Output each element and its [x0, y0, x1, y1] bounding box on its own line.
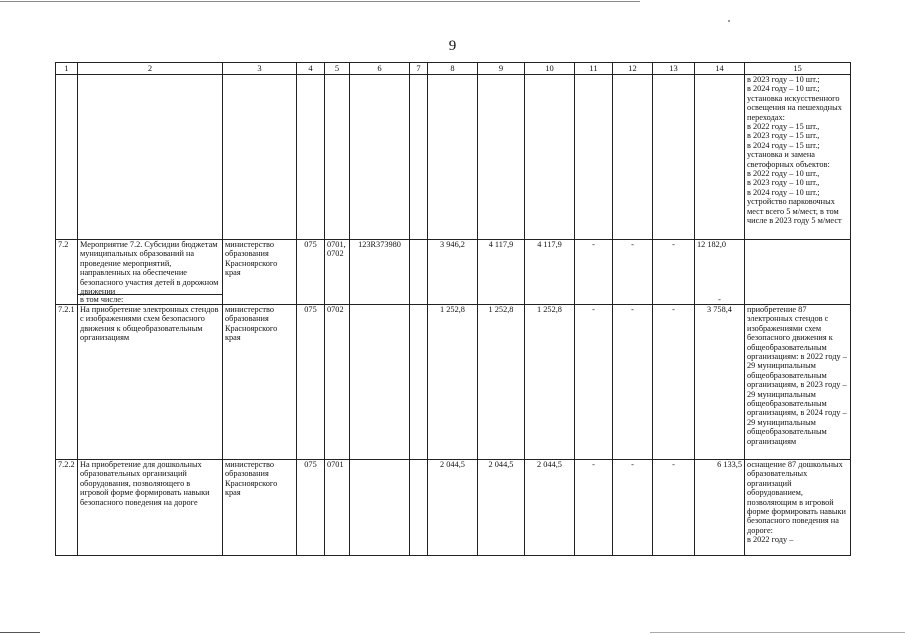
- row-name: На приобретение для дошкольных образовательных организаций оборудования, позволяющего в игровой форме формировать навыки безопасного поведения на дороге: [78, 460, 223, 556]
- row-y2024: 4 117,9: [525, 240, 575, 305]
- row-csr: [350, 460, 410, 556]
- col-header: 3: [223, 63, 297, 75]
- column-number-row: [56, 63, 851, 75]
- program-table: [55, 62, 851, 556]
- col-header: 7: [410, 63, 428, 75]
- table-row-continuation: [56, 75, 851, 240]
- col-header: 13: [653, 63, 695, 75]
- row-name: [78, 240, 223, 305]
- row-rzpr: 0701, 0702: [325, 240, 350, 305]
- row-c11: -: [575, 305, 613, 460]
- col-header: 1: [56, 63, 78, 75]
- row-results: оснащение 87 дошкольных образовательных организаций оборудованием, позволяющим в игровой форме формировать навыки безопасного поведения на дороге: в 2022 году –: [745, 460, 851, 556]
- row-csr: [350, 305, 410, 460]
- col-header: 2: [78, 63, 223, 75]
- row-rzpr: 0702: [325, 305, 350, 460]
- row-c13: -: [653, 240, 695, 305]
- col-header: 9: [478, 63, 525, 75]
- row-y2024: 2 044,5: [525, 460, 575, 556]
- row-name: На приобретение электронных стендов с изображениями схем безопасного движения к общеобразовательным организациям: [78, 305, 223, 460]
- row-c13: -: [653, 305, 695, 460]
- row-num: 7.2.1: [56, 305, 78, 460]
- col-header: 4: [297, 63, 325, 75]
- row-y2022: 2 044,5: [428, 460, 478, 556]
- row-c11: -: [575, 240, 613, 305]
- row-y2023: 1 252,8: [478, 305, 525, 460]
- row-executor: министерство образования Красноярского края: [223, 460, 297, 556]
- row-grbs: 075: [297, 460, 325, 556]
- col-header: 11: [575, 63, 613, 75]
- col-header: 5: [325, 63, 350, 75]
- row-rzpr: 0701: [325, 460, 350, 556]
- row-grbs: 075: [297, 240, 325, 305]
- row-executor: министерство образования Красноярского края: [223, 305, 297, 460]
- table-row: [56, 305, 851, 460]
- row-c12: -: [613, 240, 653, 305]
- row-total: 6 133,5: [695, 460, 745, 556]
- col-header: 6: [350, 63, 410, 75]
- row-results: приобретение 87 электронных стендов с изображениями схем безопасного движения к общеобразовательным организациям: в 2022 году – 29 муниципальным общеобразовательным организациям, в 2023 году – 29 муниципальным общеобразовательным организациям, в 2024 году – 29 муниципальным общеобразовательным организациям: [745, 305, 851, 460]
- row-y2024: 1 252,8: [525, 305, 575, 460]
- scan-artifact-top: [0, 1, 640, 2]
- page-number: 9: [448, 38, 457, 54]
- row-executor: министерство образования Красноярского края: [223, 240, 297, 305]
- row-num: 7.2.2: [56, 460, 78, 556]
- row-y2022: 3 946,2: [428, 240, 478, 305]
- row-y2022: 1 252,8: [428, 305, 478, 460]
- row-total-value: 12 182,0: [697, 240, 727, 249]
- col-header: 8: [428, 63, 478, 75]
- table-row: [56, 460, 851, 556]
- row-csr: 123R373980: [350, 240, 410, 305]
- row-y2023: 4 117,9: [478, 240, 525, 305]
- col-header: 10: [525, 63, 575, 75]
- scan-artifact-right-bottom: [650, 632, 905, 633]
- row-vr: [410, 460, 428, 556]
- row-name-text: Мероприятие 7.2. Субсидии бюджетам муниципальных образований на проведение мероприятий, направленных на обеспечение безопасного участия детей в дорожном движении: [80, 240, 219, 297]
- results-cell: в 2023 году – 10 шт.; в 2024 году – 10 шт.; установка искусственного освещения на пешеходных переходах: в 2022 году – 15 шт., в 2023 году – 15 шт., в 2024 году – 15 шт.; установка и замена светофорных объектов: в 2022 году – 10 шт., в 2023 году – 10 шт., в 2024 году – 10 шт.; устройство парковочных мест всего 5 м/мест, в том числе в 2023 году 5 м/мест: [745, 75, 851, 240]
- scan-speck: [728, 20, 730, 22]
- col-header: 14: [695, 63, 745, 75]
- col-header: 12: [613, 63, 653, 75]
- row-y2023: 2 044,5: [478, 460, 525, 556]
- row-c12: -: [613, 305, 653, 460]
- col-header: 15: [745, 63, 851, 75]
- scan-artifact-left-bottom: [0, 632, 40, 633]
- row-grbs: 075: [297, 305, 325, 460]
- row-c12: -: [613, 460, 653, 556]
- table-row: [56, 240, 851, 305]
- row-num: 7.2: [56, 240, 78, 305]
- row-vr: [410, 240, 428, 305]
- row-name-extra: в том числе:: [78, 294, 222, 304]
- row-total-extra: -: [718, 294, 721, 304]
- row-results: [745, 240, 851, 305]
- row-vr: [410, 305, 428, 460]
- row-total: [695, 240, 745, 305]
- row-c13: -: [653, 460, 695, 556]
- row-total: 3 758,4: [695, 305, 745, 460]
- row-c11: -: [575, 460, 613, 556]
